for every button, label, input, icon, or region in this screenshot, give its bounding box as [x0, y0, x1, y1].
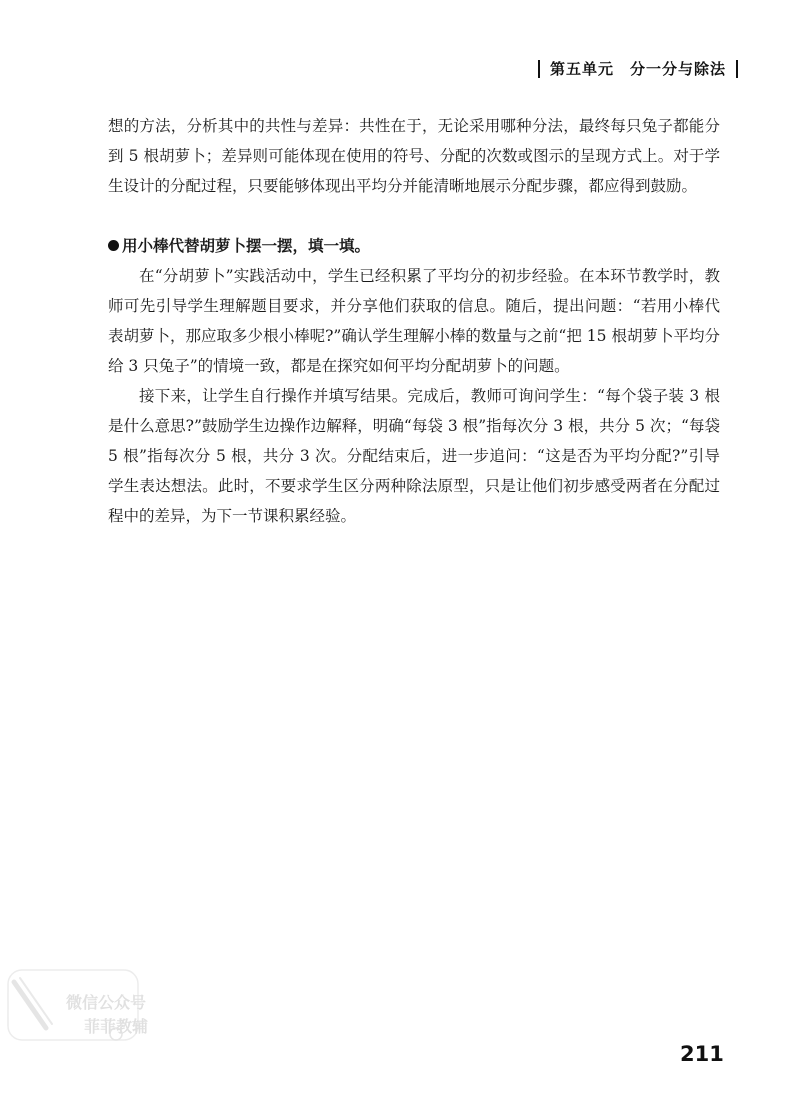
- header-title: 分一分与除法: [629, 60, 726, 78]
- paragraph-3: 接下来，让学生自行操作并填写结果。完成后，教师可询问学生：“每个袋子装 3 根是什么意思?”鼓励学生边操作边解释，明确“每袋 3 根”指每次分 3 根，共分 5 次；“每袋 5 根”指每次分 5 根，共分 3 次。分配结束后，进一步追问：“这是否为平均分配?”引导学生表达想法。此时，不要求学生区分两种除法原型，只是让他们初步感受两者在分配过程中的差异，为下一节课积累经验。: [108, 387, 720, 525]
- paragraph-2: 在“分胡萝卜”实践活动中，学生已经积累了平均分的初步经验。在本环节教学时，教师可先引导学生理解题目要求，并分享他们获取的信息。随后，提出问题：“若用小棒代表胡萝卜，那应取多少根小棒呢?”确认学生理解小棒的数量与之前“把 15 根胡萝卜平均分给 3 只兔子”的情境一致，都是在探究如何平均分配胡萝卜的问题。: [108, 267, 720, 375]
- bullet-icon: [108, 240, 119, 251]
- header-right-bar: [736, 60, 738, 78]
- section-heading-text: 用小棒代替胡萝卜摆一摆，填一填。: [122, 237, 371, 255]
- watermark-line-1: 微信公众号: [66, 993, 147, 1012]
- watermark: [6, 968, 166, 1048]
- header-left-bar: [538, 60, 540, 78]
- running-header: [528, 58, 748, 79]
- page-number: 211: [680, 1042, 724, 1066]
- header-unit: 第五单元: [549, 60, 614, 78]
- watermark-line-2: 菲菲教辅: [84, 1017, 149, 1036]
- section-heading: [108, 231, 720, 261]
- page-body: [108, 111, 720, 531]
- paragraph-1: 想的方法，分析其中的共性与差异：共性在于，无论采用哪种分法，最终每只兔子都能分到 5 根胡萝卜；差异则可能体现在使用的符号、分配的次数或图示的呈现方式上。对于学生设计的分配过程，只要能够体现出平均分并能清晰地展示分配步骤，都应得到鼓励。: [108, 117, 720, 195]
